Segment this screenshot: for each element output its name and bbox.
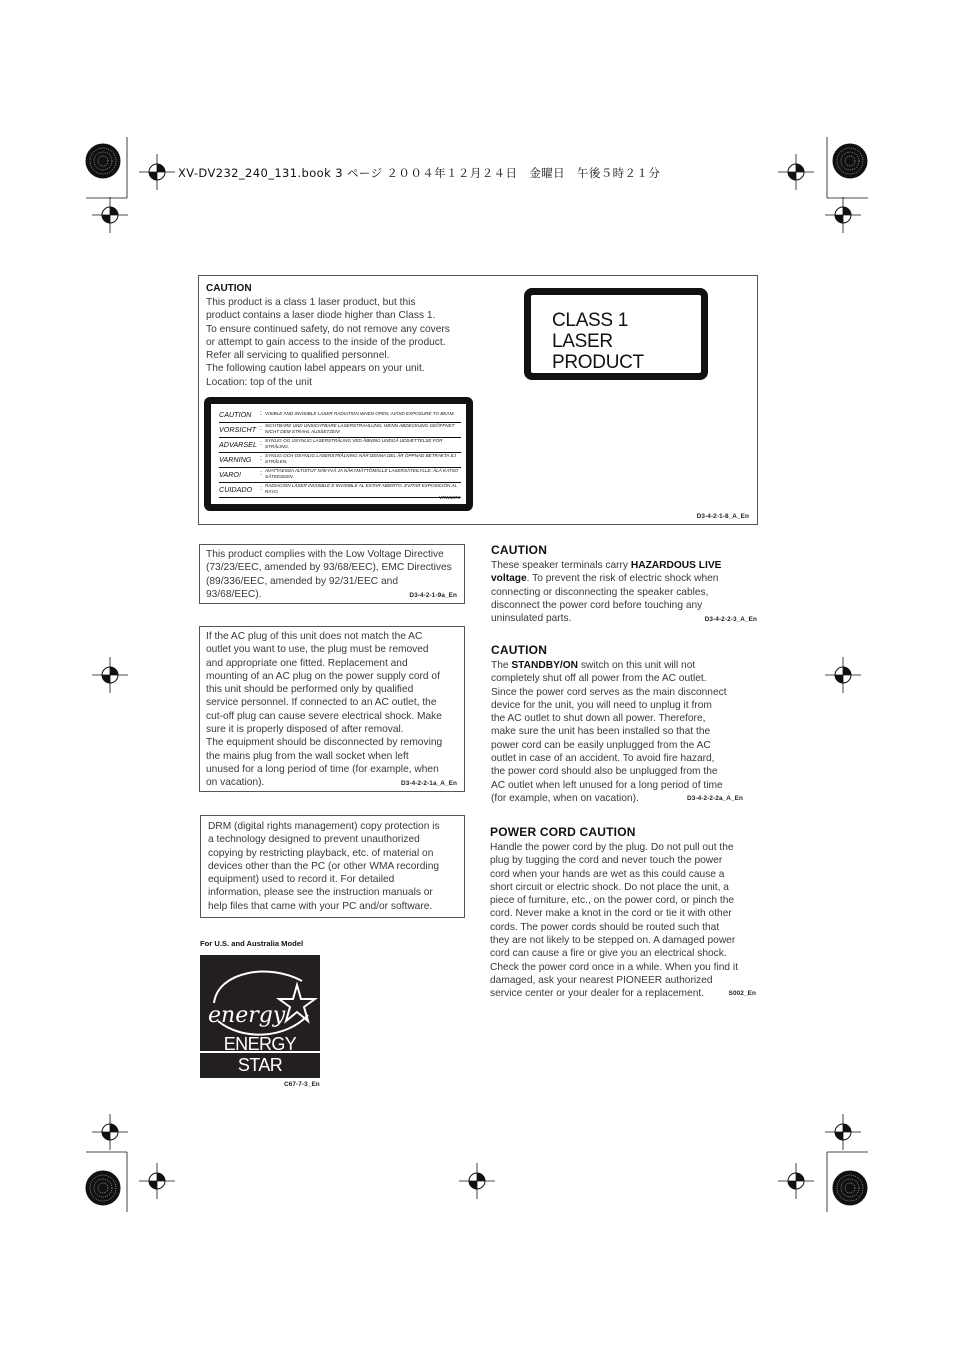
document-code: C67-7-3_En [284,1081,320,1088]
print-header-line: XV-DV232_240_131.book 3 ページ ２００４年１２月２４日 金曜日 午後５時２１分 [178,166,661,180]
section-title: POWER CORD CAUTION [490,825,636,839]
label-row-varo: VARO! : AVATTAESSA ALTISTUT NÄKYVÄ JA NÄKYMÄTTÖMÄLLE LASERSÄTEILYLLE. ÄLÄ KATSO SÄTEESEEN. [219,467,461,483]
speaker-caution-section: CAUTION These speaker terminals carry HAZARDOUS LIVE voltage. To prevent the risk of electric shock when connecting or disconnecting the speaker cables, disconnect the power cord before touching any uninsulated parts. D3-4-2-2-3_A_En [491,543,757,625]
drm-box: DRM (digital rights management) copy protection is a technology designed to prevent unauthorized copying by restricting playback, etc. of material on devices other than the PC (or other WMA recording equipment) used to record it. For detailed information, please see the instruction manuals or help files that came with your PC and/or software. [200,815,465,918]
low-voltage-directive-box: This product complies with the Low Voltage Directive (73/23/EEC, amended by 93/68/EEC), EMC Directives (89/336/EEC, amended by 92/31/EEC and 93/68/EEC). D3-4-2-1-9a_En [199,544,465,604]
class1-line2: LASER PRODUCT [552,331,644,373]
ac-plug-box: If the AC plug of this unit does not match the AC outlet you want to use, the plug must be removed and appropriate one fitted. Replacement and mounting of an AC plug on the power supply cord of this unit should be performed only by qualified service personnel. If connected to an AC outlet, the cut-off plug can cause severe electrical shock. Make sure it is properly disposed of after removal. The equipment should be disconnected by removing the mains plug from the wall socket when left unused for a long period of time (for example, when on vacation). D3-4-2-2-1a_A_En [199,626,465,792]
class1-line1: CLASS 1 [552,310,629,331]
document-code: D3-4-2-2-2a_A_En [687,795,743,802]
label-row-cuidado: CUIDADO : RADIACIÓN LÁSER INVISIBLE E INVISIBLE AL ESTAR ABIERTO. EVITAR EXPOSICIÓN AL RAYO. [219,482,461,498]
document-code: S002_En [728,990,756,997]
power-cord-caution-section: POWER CORD CAUTION Handle the power cord by the plug. Do not pull out the plug by tugging the cord and never touch the power cord when your hands are wet as this could cause a short circuit or electric shock. Do not place the unit, a piece of furniture, etc., on the power cord, or pinch the cord. Never make a knot in the cord or tie it with other cords. The power cords should be routed such that they are not likely to be stepped on. A damaged power cord can cause a fire or give you an electrical shock. Check the power cord once in a while. When you find it damaged, ask your nearest PIONEER authorized service center or your dealer for a replacement. S002_En [490,825,756,1000]
energy-star-wordmark: ENERGY STAR [223,1034,297,1075]
energy-script: energy [208,1003,286,1028]
standby-caution-section: CAUTION The STANDBY/ON switch on this unit will not completely shut off all power from the AC outlet. Since the power cord serves as the main disconnect device for the unit, you will need to unplug it from the AC outlet to shut down all power. Therefore, make sure the unit has been installed so that the power cord can be easily unplugged from the AC outlet in case of an accident. To avoid fire hazard, the power cord should also be unplugged from the AC outlet when left unused for a long period of time (for example, when on vacation). D3-4-2-2-2a_A_En [491,643,757,805]
document-code: D3-4-2-1-9a_En [409,592,457,599]
caution-heading: CAUTION [206,283,252,294]
label-row-caution: CAUTION : VISIBLE AND INVISIBLE LASER RADIATION WHEN OPEN. AVOID EXPOSURE TO BEAM. [219,407,461,423]
caution-text: This product is a class 1 laser product, but this product contains a laser diode higher than Class 1. To ensure continued safety, do not remove any covers or attempt to gain access to the inside of the product. Refer all servicing to qualified personnel. The following caution label appears on your unit. Location: top of the unit [206,297,450,388]
label-row-varning: VARNING : SYNLIG OCH OSYNLIG LASERSTRÅLNING NÄR DENNA DEL ÄR ÖPPNAD BETRAKTA EJ STRÅLEN. [219,452,461,468]
multilingual-caution-label [204,397,473,511]
document-code: D3-4-2-2-3_A_En [704,616,757,623]
energy-star-logo [200,955,320,1078]
document-code: D3-4-2-2-1a_A_En [401,780,457,787]
section-title: CAUTION [491,643,548,657]
document-code: D3-4-2-1-8_A_En [696,513,749,520]
section-title: CAUTION [491,543,548,557]
label-row-advarsel: ADVARSEL : SYNLIG OG USYNLIG LASERSTRÅLING VED ÅBNING UNDGÅ UDSÆTTELSE FOR STRÅLING. [219,437,461,453]
label-row-vorsicht: VORSICHT : SICHTBARE UND UNSICHTBARE LASERSTRAHLUNG, WENN ABDECKUNG GEÖFFNET NICHT DEM STRAHL AUSSETZEN! [219,422,461,438]
label-small-code: VRW1872 [439,495,460,500]
energy-star-model-note: For U.S. and Australia Model [200,939,304,948]
class1-laser-label [524,288,708,380]
